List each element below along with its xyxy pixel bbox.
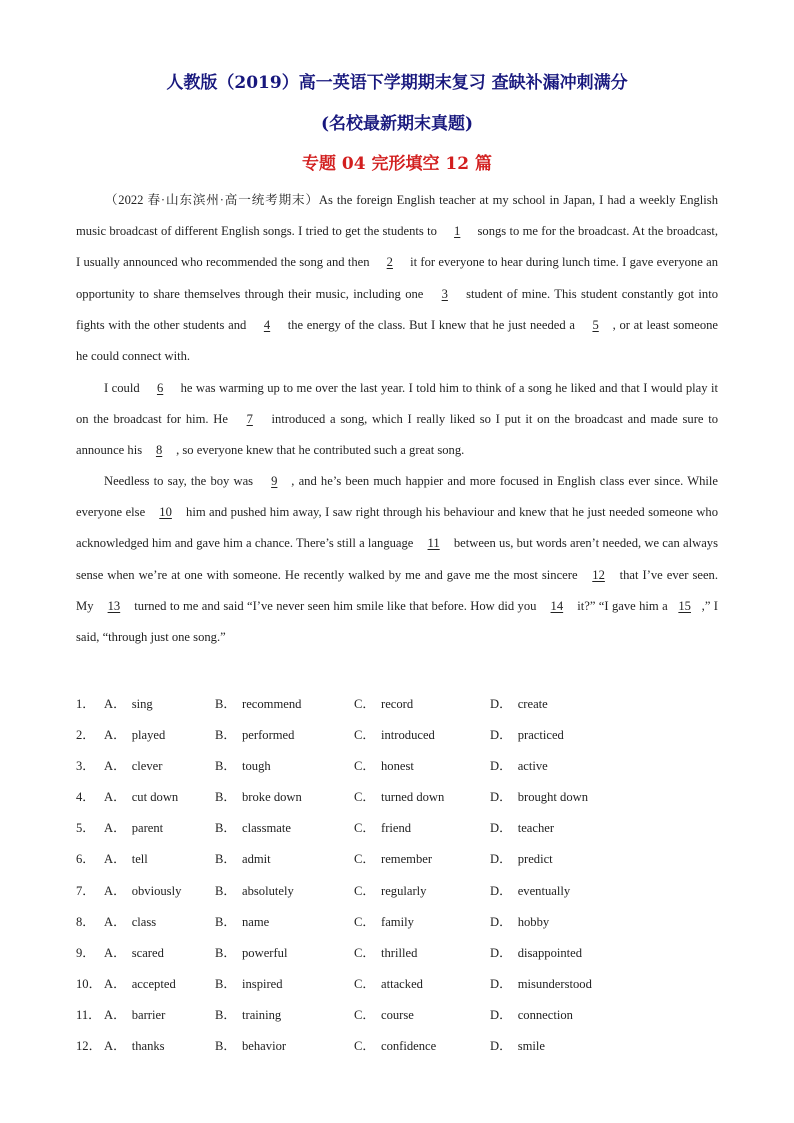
- options-list: [76, 685, 718, 1058]
- question-number: 12．: [76, 1039, 102, 1054]
- option-c: [354, 1004, 414, 1023]
- option-text: accepted: [131, 976, 176, 991]
- option-text: behavior: [242, 1039, 287, 1054]
- option-text: cut down: [131, 790, 179, 805]
- option-c: [354, 880, 426, 899]
- option-text: regularly: [381, 883, 427, 898]
- option-text: turned down: [381, 790, 445, 805]
- option-b: [215, 755, 271, 774]
- option-text: confidence: [381, 1039, 437, 1054]
- option-b: [215, 911, 269, 930]
- option-letter: D．: [490, 914, 512, 929]
- option-letter: C．: [354, 759, 375, 774]
- passage-text: I could: [104, 381, 144, 395]
- document-subtitle: (名校最新期末真题): [320, 114, 474, 134]
- option-row: [76, 996, 718, 1027]
- question-number: 6．: [76, 852, 95, 867]
- option-letter: C．: [354, 790, 375, 805]
- option-d: [490, 724, 564, 743]
- option-letter: D．: [490, 821, 512, 836]
- option-row: [76, 716, 718, 747]
- option-letter: D．: [490, 883, 512, 898]
- option-b: [215, 693, 301, 712]
- option-letter: D．: [490, 728, 512, 743]
- option-d: [490, 817, 554, 836]
- option-letter: C．: [354, 821, 375, 836]
- option-b: [215, 973, 283, 992]
- question-number: 4．: [76, 790, 95, 805]
- option-letter: A．: [104, 1007, 126, 1022]
- option-letter: D．: [490, 852, 512, 867]
- blank-8: 8: [155, 443, 163, 458]
- option-b: [215, 880, 294, 899]
- option-letter: D．: [490, 697, 512, 711]
- option-text: friend: [381, 821, 412, 836]
- option-letter: B．: [215, 883, 236, 898]
- option-text: absolutely: [242, 883, 294, 898]
- blank-12: 12: [592, 567, 605, 582]
- passage-text: him and pushed him away, I saw right through his behaviour and knew that he just needed someone who acknowledged him and gave him a chance. There’s still a language: [76, 505, 719, 551]
- option-text: classmate: [242, 821, 291, 836]
- option-a: [104, 817, 163, 836]
- option-c: [354, 817, 411, 836]
- passage-text: , so everyone knew that he contributed such a great song.: [176, 443, 465, 458]
- blank-11: 11: [427, 536, 440, 551]
- option-row: [76, 809, 718, 840]
- question-number: 10．: [76, 976, 102, 991]
- passage-text: , or at least someone he could connect with.: [76, 317, 718, 364]
- option-a: [104, 755, 162, 774]
- option-text: training: [242, 1007, 282, 1022]
- passage-text: （2022 春·山东滨州·高一统考期末）As the foreign English teacher at my school in Japan, I had a weekly English music broadcast of different English songs. I tried to get the students to: [76, 193, 718, 239]
- option-b: [215, 786, 302, 805]
- passage-text: he was warming up to me over the last year. I told him to think of a song he liked and that I would play it on the broadcast for him. He: [76, 381, 718, 427]
- option-letter: B．: [215, 945, 236, 960]
- option-letter: D．: [490, 790, 512, 805]
- passage-text: songs to me for the broadcast. At the broadcast, I usually announced who recommended the song and then: [76, 224, 719, 270]
- option-c: [354, 693, 413, 712]
- option-letter: B．: [215, 697, 236, 711]
- option-letter: C．: [354, 1039, 375, 1054]
- option-text: barrier: [131, 1007, 166, 1022]
- option-row: [76, 903, 718, 934]
- option-text: teacher: [517, 821, 555, 836]
- passage-paragraph-2: [76, 373, 718, 467]
- option-b: [215, 724, 294, 743]
- option-text: clever: [131, 759, 163, 774]
- option-row: [76, 872, 718, 903]
- option-c: [354, 755, 414, 774]
- option-b: [215, 848, 271, 867]
- option-text: thrilled: [381, 945, 418, 960]
- option-letter: A．: [104, 945, 126, 960]
- option-d: [490, 1035, 545, 1054]
- option-b: [215, 942, 287, 961]
- blank-7: 7: [246, 412, 253, 427]
- topic-heading: 专题 04 完形填空 12 篇: [302, 154, 492, 174]
- question-number: 3．: [76, 759, 95, 774]
- option-a: [104, 880, 181, 899]
- option-letter: A．: [104, 976, 126, 991]
- option-text: recommend: [242, 697, 302, 711]
- question-number: 5．: [76, 821, 95, 836]
- option-text: performed: [242, 728, 295, 743]
- option-letter: A．: [104, 883, 126, 898]
- option-text: parent: [131, 821, 164, 836]
- blank-5: 5: [592, 317, 599, 332]
- passage-text: it for everyone to hear during lunch time. I gave everyone an opportunity to share themselves through their music, including one: [76, 255, 718, 301]
- option-c: [354, 724, 435, 743]
- option-row: [76, 965, 718, 996]
- option-c: [354, 911, 414, 930]
- option-letter: D．: [490, 759, 512, 774]
- option-row: [76, 685, 718, 716]
- option-text: practiced: [517, 728, 564, 743]
- passage-text: turned to me and said “I’ve never seen him smile like that before. How did you: [130, 598, 540, 613]
- option-a: [104, 786, 178, 805]
- option-text: smile: [517, 1039, 545, 1054]
- option-text: introduced: [381, 728, 435, 743]
- option-b: [215, 1004, 281, 1023]
- option-text: hobby: [517, 914, 550, 929]
- question-number: 2．: [76, 728, 95, 743]
- document-title: 人教版（2019）高一英语下学期期末复习 查缺补漏冲刺满分: [166, 73, 628, 93]
- option-text: disappointed: [517, 945, 583, 960]
- option-row: [76, 1027, 718, 1058]
- passage-text: that I’ve ever seen. My: [76, 567, 719, 613]
- option-a: [104, 693, 153, 712]
- option-letter: B．: [215, 790, 236, 805]
- option-letter: A．: [104, 728, 126, 743]
- option-text: name: [242, 914, 270, 929]
- option-letter: B．: [215, 1039, 236, 1054]
- option-text: create: [517, 697, 548, 711]
- option-text: misunderstood: [517, 976, 592, 991]
- option-c: [354, 786, 444, 805]
- blank-6: 6: [156, 381, 164, 395]
- option-c: [354, 973, 423, 992]
- option-d: [490, 1004, 573, 1023]
- passage-text: introduced a song, which I really liked so I put it on the broadcast and made sure to announce his: [76, 412, 718, 458]
- option-row: [76, 747, 718, 778]
- passage-text: it?” “I gave him a: [573, 598, 668, 613]
- option-letter: D．: [490, 1039, 512, 1054]
- option-a: [104, 1004, 165, 1023]
- option-text: active: [517, 759, 548, 774]
- option-text: tell: [131, 852, 148, 867]
- option-letter: C．: [354, 976, 375, 991]
- option-b: [215, 817, 291, 836]
- option-text: thanks: [131, 1039, 165, 1054]
- passage-paragraph-3: [76, 466, 718, 653]
- option-text: sing: [131, 697, 153, 711]
- option-letter: B．: [215, 852, 236, 867]
- passage-text: the energy of the class. But I knew that he just needed a: [284, 317, 579, 332]
- passage-text: Needless to say, the boy was: [104, 474, 258, 488]
- option-row: [76, 840, 718, 871]
- question-number: 7．: [76, 883, 95, 898]
- option-text: brought down: [517, 790, 589, 805]
- option-text: tough: [242, 759, 271, 774]
- option-text: inspired: [242, 976, 283, 991]
- option-text: connection: [517, 1007, 573, 1022]
- option-d: [490, 848, 553, 867]
- option-text: course: [381, 1007, 414, 1022]
- option-text: scared: [131, 945, 164, 960]
- question-number: 8．: [76, 914, 95, 929]
- passage-text: student of mine. This student constantly got into fights with the other students and: [76, 286, 718, 332]
- option-d: [490, 880, 570, 899]
- option-a: [104, 848, 148, 867]
- option-a: [104, 911, 156, 930]
- option-letter: C．: [354, 697, 375, 711]
- option-c: [354, 1035, 436, 1054]
- option-letter: A．: [104, 790, 126, 805]
- passage-text: , and he’s been much happier and more focused in English class ever since. While everyone else: [76, 474, 718, 520]
- option-letter: A．: [104, 821, 126, 836]
- option-b: [215, 1035, 286, 1054]
- question-number: 11．: [76, 1007, 101, 1022]
- option-text: admit: [242, 852, 271, 867]
- blank-13: 13: [107, 598, 121, 613]
- option-letter: B．: [215, 821, 236, 836]
- option-letter: C．: [354, 852, 375, 867]
- option-text: obviously: [131, 883, 182, 898]
- option-d: [490, 973, 592, 992]
- option-letter: C．: [354, 914, 375, 929]
- option-text: broke down: [242, 790, 302, 805]
- option-letter: B．: [215, 759, 236, 774]
- blank-3: 3: [441, 286, 448, 301]
- option-text: attacked: [381, 976, 423, 991]
- passage-text: ,” I said, “through just one song.”: [76, 598, 718, 645]
- option-letter: C．: [354, 728, 375, 743]
- option-d: [490, 942, 582, 961]
- option-letter: D．: [490, 945, 512, 960]
- option-text: powerful: [242, 945, 288, 960]
- option-letter: C．: [354, 945, 375, 960]
- blank-1: 1: [454, 224, 461, 239]
- question-number: 1．: [76, 697, 95, 711]
- option-letter: B．: [215, 976, 236, 991]
- blank-2: 2: [386, 255, 393, 270]
- blank-14: 14: [550, 598, 564, 613]
- option-letter: B．: [215, 728, 236, 743]
- option-letter: A．: [104, 697, 126, 711]
- option-d: [490, 755, 548, 774]
- option-letter: A．: [104, 1039, 126, 1054]
- option-a: [104, 724, 165, 743]
- option-c: [354, 942, 417, 961]
- option-row: [76, 934, 718, 965]
- option-c: [354, 848, 432, 867]
- option-letter: D．: [490, 976, 512, 991]
- option-text: eventually: [517, 883, 571, 898]
- option-text: class: [131, 914, 157, 929]
- option-d: [490, 693, 548, 712]
- option-text: family: [381, 914, 414, 929]
- option-row: [76, 778, 718, 809]
- option-text: record: [381, 697, 414, 711]
- blank-4: 4: [263, 317, 271, 332]
- option-a: [104, 973, 176, 992]
- option-letter: B．: [215, 914, 236, 929]
- passage-paragraph-1: [76, 185, 718, 372]
- option-text: played: [131, 728, 166, 743]
- option-letter: A．: [104, 759, 126, 774]
- option-letter: A．: [104, 914, 126, 929]
- option-d: [490, 786, 588, 805]
- option-text: predict: [517, 852, 553, 867]
- option-a: [104, 1035, 165, 1054]
- option-letter: A．: [104, 852, 126, 867]
- blank-10: 10: [159, 505, 172, 520]
- option-letter: D．: [490, 1007, 512, 1022]
- option-letter: C．: [354, 1007, 375, 1022]
- blank-9: 9: [271, 474, 278, 488]
- option-letter: C．: [354, 883, 375, 898]
- option-letter: B．: [215, 1007, 236, 1022]
- question-number: 9．: [76, 945, 95, 960]
- option-text: honest: [381, 759, 414, 774]
- passage-text: between us, but words aren’t needed, we can always sense when we’re at one with someone. He recently walked by me and gave me the most sincere: [76, 536, 718, 582]
- blank-15: 15: [678, 598, 691, 613]
- option-a: [104, 942, 164, 961]
- option-d: [490, 911, 549, 930]
- option-text: remember: [381, 852, 433, 867]
